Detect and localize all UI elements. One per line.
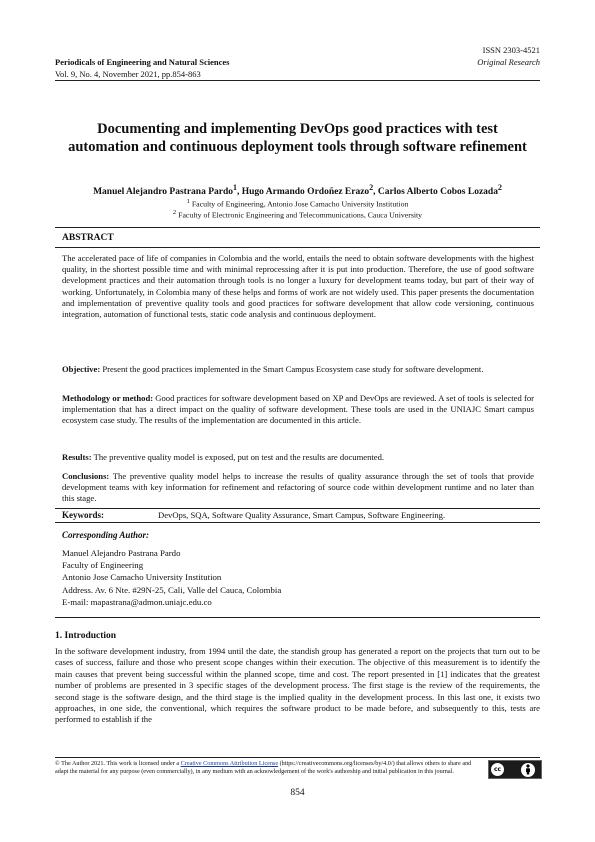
- footer-rule: [55, 757, 540, 758]
- objective-text: Present the good practices implemented in the Smart Campus Ecosystem case study for software development.: [100, 364, 484, 374]
- keywords-bottom-rule: [55, 522, 540, 523]
- abstract-method: [62, 393, 534, 427]
- cc-by-badge[interactable]: [488, 760, 542, 779]
- author-name: Carlos Alberto Cobos Lozada: [377, 187, 498, 198]
- affiliation-text: Faculty of Engineering, Antonio Jose Camacho University Institution: [191, 199, 409, 209]
- corresponding-details: [62, 547, 281, 608]
- volume-info: Vol. 9, No. 4, November 2021, pp.854-863: [55, 69, 201, 79]
- results-label: Results:: [62, 452, 92, 462]
- abstract-top-rule: [55, 227, 540, 228]
- keywords-value: DevOps, SQA, Software Quality Assurance, Smart Campus, Software Engineering.: [158, 510, 446, 520]
- paper-title: Documenting and implementing DevOps good practices with test automation and continuous deployment tools through software refinement: [68, 121, 527, 155]
- conclusions-text: The preventive quality model helps to increase the results of quality assurance through the set of tools that provide development teams with key information for refinement and refactoring of source code within development runtime and no later than this stage.: [62, 471, 534, 504]
- abstract-objective: [62, 364, 534, 375]
- license-notice: [55, 760, 480, 777]
- corresponding-heading: Corresponding Author:: [62, 530, 149, 540]
- author-sup: 1: [233, 183, 237, 192]
- corresponding-email: E-mail: mapastrana@admon.uniajc.edu.co: [62, 596, 212, 607]
- method-text: Good practices for software development based on XP and DevOps are reviewed. A set of tools is selected for implementation that has a direct impact on the quality of software development. These tools are used in the UNIAJC Smart campus ecosystem case study. The results of the implementation are documented in this article.: [62, 393, 534, 426]
- author-sup: 2: [369, 183, 374, 192]
- affiliation-text: Faculty of Electronic Engineering and Telecommunications, Cauca University: [178, 210, 423, 220]
- author-sup: 2: [497, 183, 502, 192]
- page-number: 854: [290, 788, 305, 798]
- license-pre: © The Author 2021. This work is licensed under a: [55, 760, 181, 767]
- corresponding-institution: Antonio Jose Camacho University Institution: [62, 572, 222, 583]
- corresponding-address: Address. Av. 6 Nte. #29N-25, Cali, Valle del Cauca, Colombia: [62, 584, 282, 595]
- article-type: Original Research: [477, 57, 540, 67]
- issn: ISSN 2303-4521: [482, 45, 540, 55]
- abstract-results: [62, 452, 534, 463]
- author-name: Hugo Armando Ordoñez Erazo: [241, 187, 370, 198]
- author-name: Manuel Alejandro Pastrana Pardo: [93, 187, 234, 198]
- by-person-icon: [521, 763, 535, 777]
- journal-meta-left: [55, 56, 229, 80]
- affiliation-sup: 1: [186, 198, 190, 205]
- authors: Manuel Alejandro Pastrana Pardo$^1$, Hugo Armando Ordoñez Erazo$^2$, Carlos Alberto Cobos Lozada$^2$: [93, 183, 502, 198]
- journal-name: Periodicals of Engineering and Natural Sciences: [55, 57, 230, 67]
- abstract-conclusions: [62, 471, 534, 505]
- results-text: The preventive quality model is exposed, put on test and the results are documented.: [91, 452, 385, 462]
- corresponding-faculty: Faculty of Engineering: [62, 560, 144, 571]
- license-post: (https://creativecommons.org/licenses/by/4.0/) that allows others to share and adapt the material for any purpose (even commercially), in any medium with an acknowledgement of the work's authorship and initial publication in this journal.: [55, 760, 472, 776]
- introduction-body: In the software development industry, from 1994 until the date, the standish group has generated a report on the projects that turn out to be cases of success, failure and those who present scope changes within their execution. The objective of this measurement is to identify the main causes that prevent being successful within the planned scope, time and cost. The report presented in [1] indicates that the greatest number of problems are presented in 3 specific stages of the development process. The first stage is the review of the requirements, the second stage is the software design, and the third stage is the implied quality in the development process. In this last one, it exists two approaches, in one side, the conventional, which requires the software product to be made before, and subsequently to this, tests are performed to establish if the: [55, 646, 540, 725]
- objective-label: Objective:: [62, 364, 101, 374]
- conclusions-label: Conclusions:: [62, 471, 110, 481]
- license-link[interactable]: Creative Commons Attribution License: [180, 760, 279, 767]
- abstract-heading-rule: [55, 247, 540, 248]
- section-heading-introduction: 1. Introduction: [55, 631, 117, 641]
- keywords-label: Keywords:: [62, 510, 104, 520]
- method-label: Methodology or method:: [62, 393, 154, 403]
- affiliation-sup: 2: [172, 209, 177, 216]
- corresponding-name: Manuel Alejandro Pastrana Pardo: [62, 548, 181, 558]
- abstract-body: The accelerated pace of life of companies in Colombia and the world, entails the need to obtain software developments with the highest quality, in the shortest possible time and with minimal reprocessing after it is put into production. Therefore, the use of good software development practices and their automation through tools is no longer a luxury for development teams today, but part of their way of working. Unfortunately, in Colombia many of these helps and forms of work are not widely used. This paper presents the documentation and implementation of preventive quality tools and good practices for software development that allow code versioning, continuous integration, automation of functional tests, static code analysis and continuous deployment.: [62, 253, 534, 320]
- journal-meta-right: [477, 44, 540, 68]
- abstract-heading: ABSTRACT: [62, 233, 114, 243]
- frontmatter-bottom-rule: [55, 617, 540, 618]
- header-rule: [55, 80, 540, 81]
- affiliation: [55, 208, 540, 221]
- cc-icon: cc: [491, 763, 504, 776]
- keywords-top-rule: [55, 508, 540, 509]
